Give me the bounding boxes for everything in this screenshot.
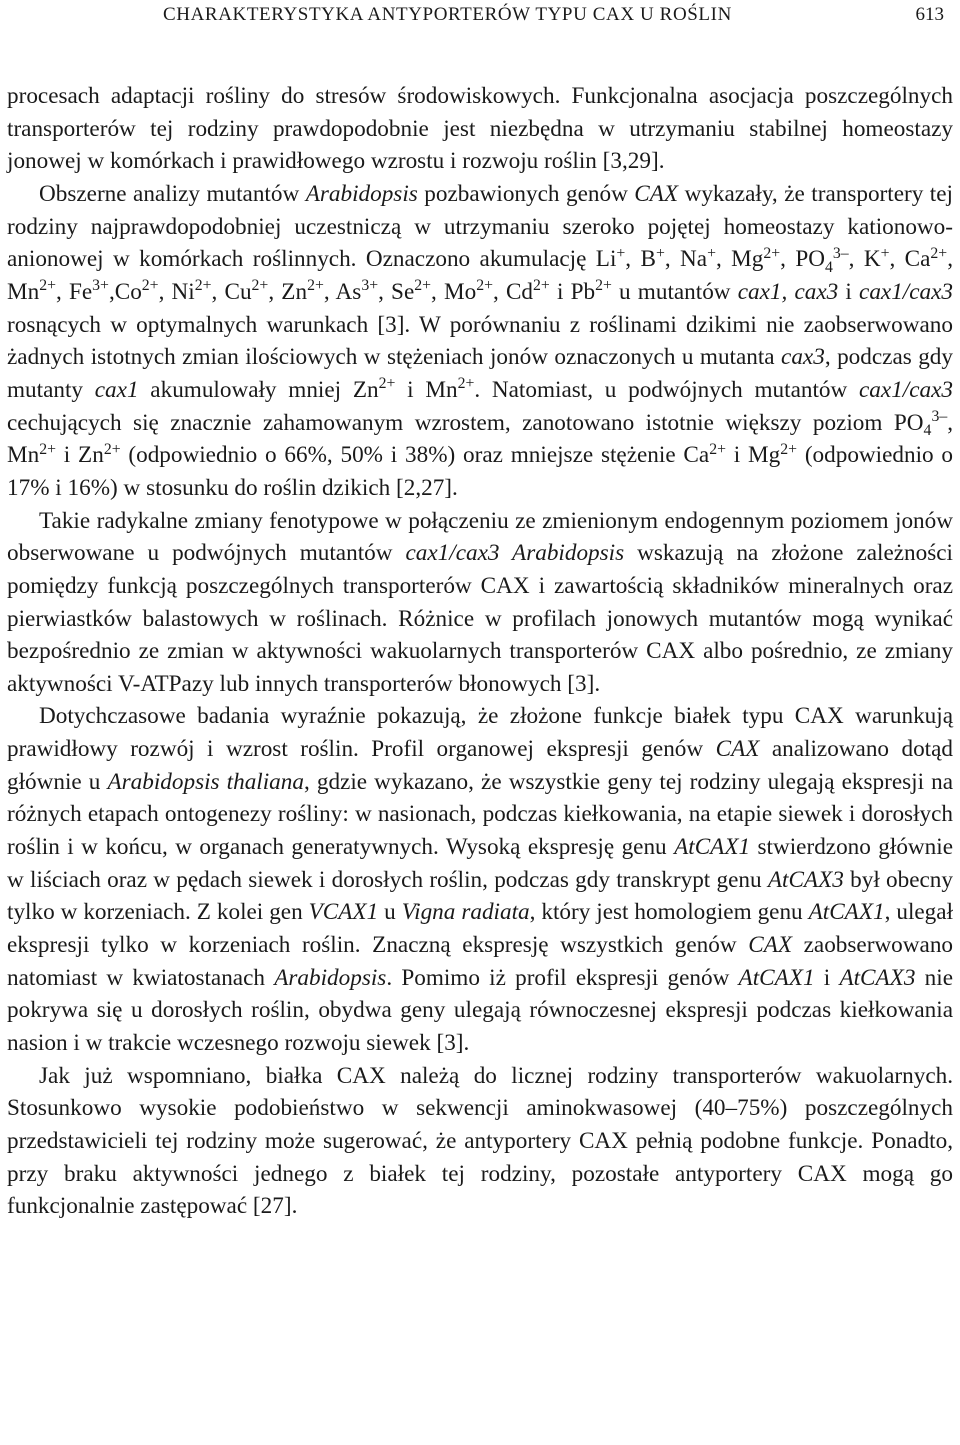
article-body (7, 80, 953, 1223)
paragraph-3: Takie radykalne zmiany fenotypowe w połączeniu ze zmienionym endogennym poziomem jonów obserwowane u podwójnych mutantów cax1/cax3 Arabidopsis wskazują na złożone zależności pomiędzy funkcją poszczególnych transporterów CAX i zawartością składników mineralnych oraz pierwiastków balastowych w roślinach. Różnice w profilach jonowych mutantów mogą wynikać bezpośrednio ze zmian w aktywności wakuolarnych transporterów CAX albo pośrednio, ze zmiany aktywności V-ATPazy lub innych transporterów błonowych [3]. (7, 507, 953, 697)
running-head (0, 4, 960, 30)
paragraph-4: Dotychczasowe badania wyraźnie pokazują, że złożone funkcje białek typu CAX warunkują prawidłowy rozwój i wzrost roślin. Profil organowej ekspresji genów CAX analizowano dotąd głównie u Arabidopsis thaliana, gdzie wykazano, że wszystkie geny tej rodziny ulegają ekspresji na różnych etapach ontogenezy rośliny: w nasionach, podczas kiełkowania, na etapie siewek i dorosłych roślin i w końcu, w organach generatywnych. Wysoką ekspresję genu AtCAX1 stwierdzono głównie w liściach oraz w pędach siewek i dorosłych roślin, podczas gdy transkrypt genu AtCAX3 był obecny tylko w korzeniach. Z kolei gen VCAX1 u Vigna radiata, który jest homologiem genu AtCAX1, ulegał ekspresji tylko w korzeniach roślin. Znaczną ekspresję wszystkich genów CAX zaobserwowano natomiast w kwiatostanach Arabidopsis. Pomimo iż profil ekspresji genów AtCAX1 i AtCAX3 nie pokrywa się u dorosłych roślin, obydwa geny ulegają równoczesnej ekspresji podczas kiełkowania nasion i w trakcie wczesnego rozwoju siewek [3]. (7, 703, 954, 1057)
paragraph-5: Jak już wspomniano, białka CAX należą do licznej rodziny transporterów wakuolarnych. Stosunkowo wysokie podobieństwo w sekwencji aminokwasowej (40–75%) poszczególnych przedstawicieli tej rodziny może sugerować, że antyportery CAX pełnią podobne funkcje. Ponadto, przy braku aktywności jednego z białek tej rodziny, pozostałe antyportery CAX mogą go funkcjonalnie zastępować [27]. (7, 1062, 953, 1220)
paragraph-1: procesach adaptacji rośliny do stresów środowiskowych. Funkcjonalna asocjacja poszczególnych transporterów tej rodziny prawdopodobnie jest niezbędna w utrzymaniu stabilnej homeostazy jonowej w komórkach i prawidłowego wzrostu i rozwoju roślin [3,29]. (7, 83, 953, 175)
running-title: CHARAKTERYSTYKA ANTYPORTERÓW TYPU CAX U ROŚLIN (163, 4, 732, 25)
page-number: 613 (915, 4, 944, 25)
paragraph-2: Obszerne analizy mutantów Arabidopsis pozbawionych genów CAX wykazały, że transportery tej rodziny najprawdopodobniej uczestniczą w utrzymaniu szeroko pojętej homeostazy kationowo-anionowej w komórkach roślinnych. Oznaczono akumulację Li+, B+, Na+, $Mg^{2+}$, $PO_4^{3-}$, K+, $Ca^{2+}$, $Mn^{2+}$, $Fe^{3+},Co^{2+}$, $Ni^{2+}$, $Cu^{2+}$, $Zn^{2+}$, $As^{3+}$, $Se^{2+}$, $Mo^{2+}$, $Cd^{2+}$ i $Pb^{2+}$ u mutantów cax1, cax3 i cax1/cax3 rosnących w optymalnych warunkach [3]. W porównaniu z roślinami dzikimi nie zaobserwowano żadnych istotnych zmian ilościowych w stężeniach jonów oznaczonych u mutanta cax3, podczas gdy mutanty cax1 akumulowały mniej $Zn^{2+}$ i $Mn^{2+}$. Natomiast, u podwójnych mutantów cax1/cax3 cechujących się znacznie zahamowanym wzrostem, zanotowano istotnie większy poziom $PO_4^{3-}$, $Mn^{2+}$ i $Zn^{2+}$ (odpowiednio o 66%, 50% i 38%) oraz mniejsze stężenie $Ca^{2+}$ i $Mg^{2+}$ (odpowiednio o 17% i 16%) w stosunku do roślin dzikich [2,27]. (7, 180, 954, 501)
